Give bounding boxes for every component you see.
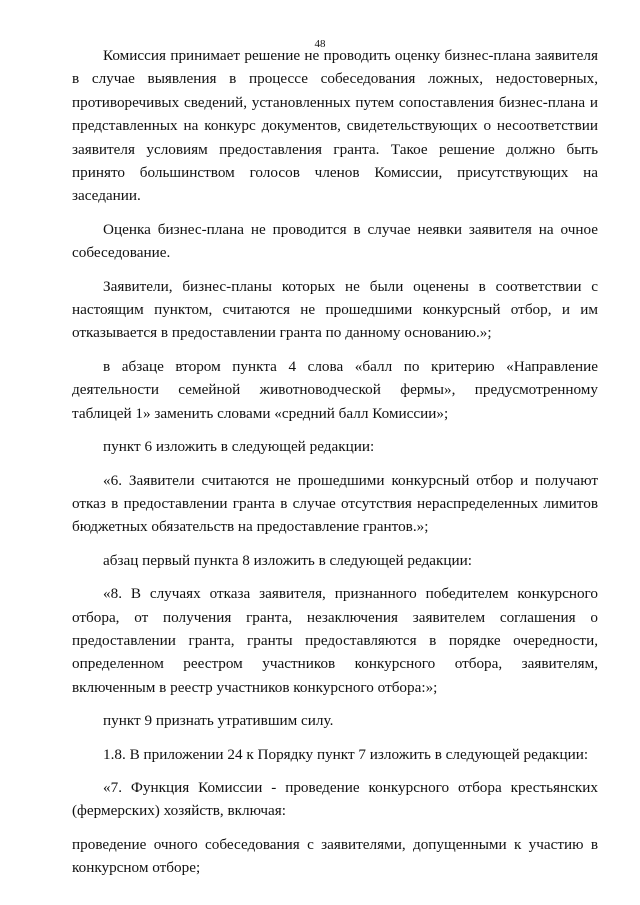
page-number: 48 [314, 38, 326, 50]
paragraph-interview: проведение очного собеседования с заявителями, допущенными к участию в конкурсном отборе; [72, 835, 598, 877]
paragraph-applicants-not-assessed: Заявители, бизнес-планы которых не были оценены в соответствии с настоящим пунктом, считаются не прошедшими конкурсный отбор, и им отказывается в предоставлении гранта по данному основанию.»; [72, 277, 598, 342]
paragraph-commission-decision: Комиссия принимает решение не проводить оценку бизнес-плана заявителя в случае выявления в процессе собеседования ложных, недостоверных, противоречивых сведений, установленных путем сопоставления бизнес-плана и представленных на конкурс документов, свидетельствующих о несоответствии заявителя условиям предоставления гранта. Такое решение должно быть принято большинством голосов членов Комиссии, присутствующих на заседании. [72, 47, 598, 205]
paragraph-appendix-24: 1.8. В приложении 24 к Порядку пункт 7 изложить в следующей редакции: [103, 745, 589, 763]
paragraph-no-assessment: Оценка бизнес-плана не проводится в случае неявки заявителя на очное собеседование. [72, 220, 598, 262]
paragraph-point-4-amendment: в абзаце втором пункта 4 слова «балл по критерию «Направление деятельности семейной животноводческой фермы», предусмотренному таблицей 1» заменить словами «средний балл Комиссии»; [72, 357, 598, 422]
paragraph-point-6-text: «6. Заявители считаются не прошедшими конкурсный отбор и получают отказ в предоставлении гранта в случае отсутствия нераспределенных лимитов бюджетных обязательств на предоставление грантов.»; [72, 471, 598, 536]
paragraph-point-6-heading: пункт 6 изложить в следующей редакции: [103, 438, 375, 456]
paragraph-point-8-text: «8. В случаях отказа заявителя, признанного победителем конкурсного отбора, от получения гранта, незаключения заявителем соглашения о предоставлении гранта, гранты предоставляются в порядке очередности, определенном реестром участников конкурсного отбора, заявителям, включенным в реестр участников конкурсного отбора:»; [72, 585, 598, 696]
paragraph-point-9-repeal: пункт 9 признать утратившим силу. [103, 712, 334, 730]
paragraph-commission-function: «7. Функция Комиссии - проведение конкурсного отбора крестьянских (фермерских) хозяйств, включая: [72, 778, 598, 820]
document-body [72, 44, 598, 890]
paragraph-point-8-heading: абзац первый пункта 8 изложить в следующей редакции: [103, 551, 473, 569]
